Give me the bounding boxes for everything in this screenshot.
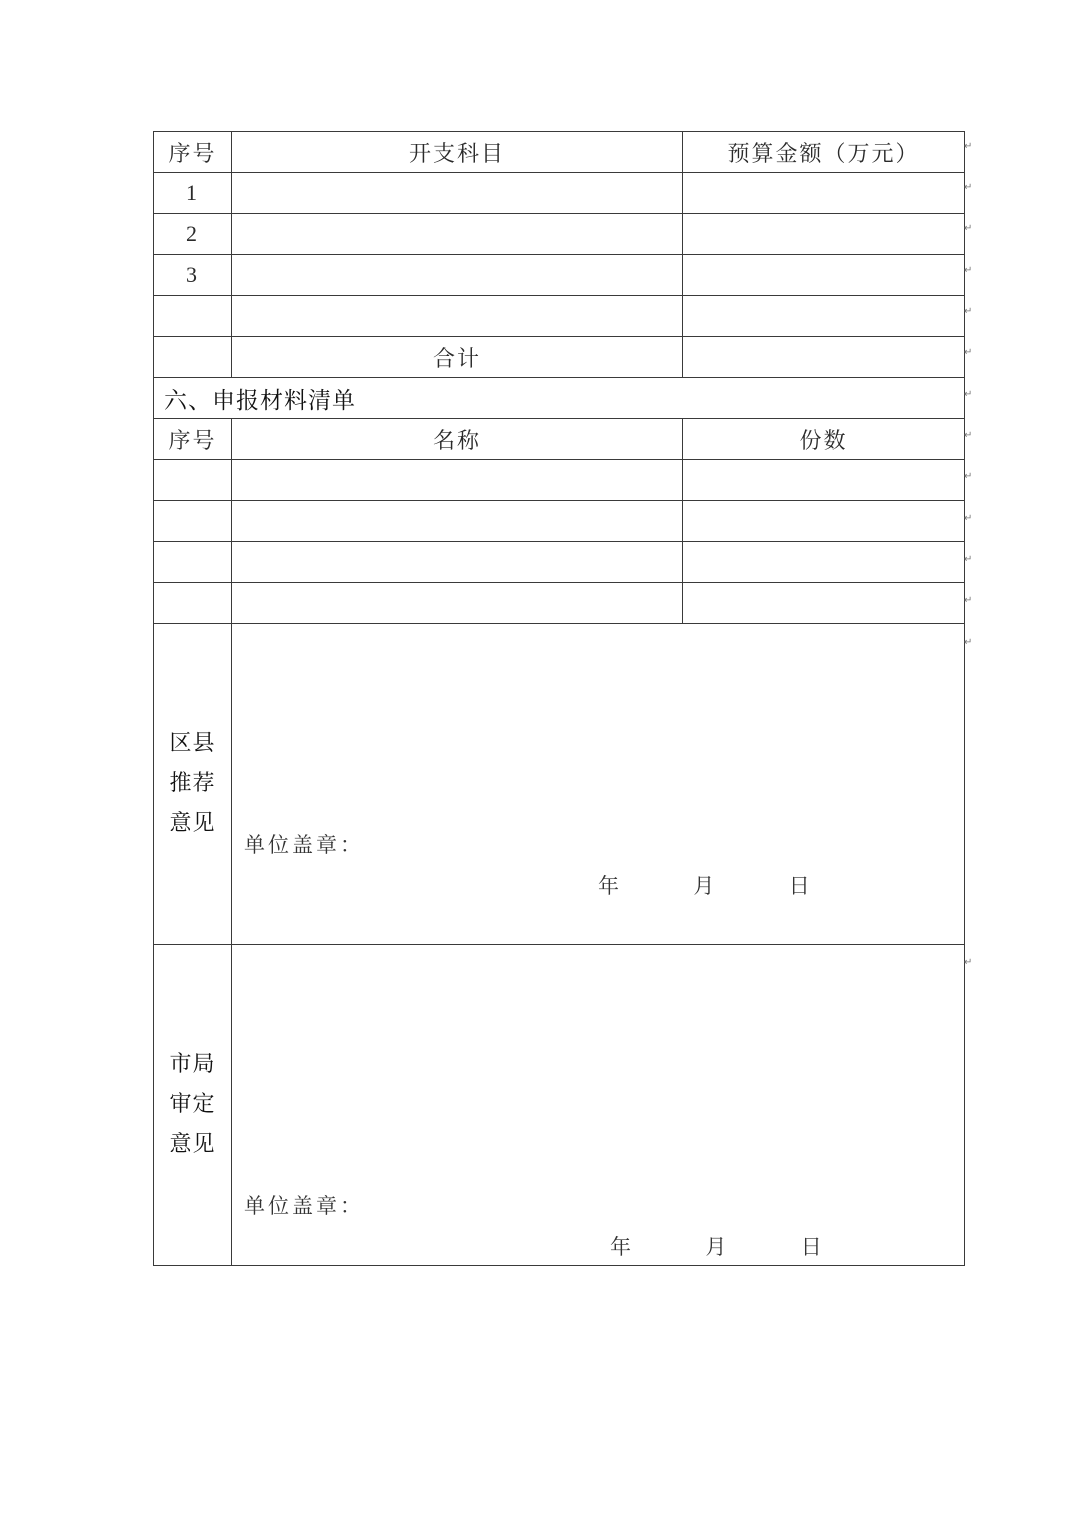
paragraph-mark: ↵	[964, 637, 973, 648]
paragraph-mark: ↵	[964, 595, 973, 606]
materials-header-row	[154, 419, 965, 460]
budget-header-no: 序号	[154, 132, 232, 173]
budget-row	[154, 255, 965, 296]
district-opinion-label-line: 意见	[169, 811, 216, 836]
paragraph-mark: ↵	[964, 265, 973, 276]
city-date	[610, 1231, 824, 1261]
budget-header-amount: 预算金额（万元）	[683, 132, 965, 173]
budget-row-no: 3	[154, 255, 232, 296]
budget-row-no: 1	[154, 173, 232, 214]
materials-row-name[interactable]	[232, 501, 683, 542]
materials-row-copies[interactable]	[683, 542, 965, 583]
city-opinion-row	[154, 945, 965, 1266]
budget-row-item[interactable]	[232, 296, 683, 337]
materials-row-no[interactable]	[154, 460, 232, 501]
city-date-month: 月	[705, 1235, 729, 1259]
paragraph-mark: ↵	[964, 554, 973, 565]
city-seal-label: 单位盖章：	[244, 1194, 364, 1218]
budget-header-item: 开支科目	[232, 132, 683, 173]
city-date-day: 日	[800, 1235, 824, 1259]
budget-row-item[interactable]	[232, 255, 683, 296]
paragraph-mark: ↵	[964, 141, 973, 152]
budget-row-item[interactable]	[232, 214, 683, 255]
district-seal-label: 单位盖章：	[244, 833, 364, 857]
budget-row	[154, 296, 965, 337]
district-opinion-label-line: 区县	[169, 731, 216, 756]
paragraph-mark: ↵	[964, 347, 973, 358]
district-date-year: 年	[598, 874, 621, 898]
city-opinion-label-line: 意见	[169, 1132, 216, 1157]
materials-row-copies[interactable]	[683, 583, 965, 624]
budget-row	[154, 214, 965, 255]
city-opinion-label	[154, 945, 232, 1266]
budget-row-amount[interactable]	[683, 214, 965, 255]
materials-row-no[interactable]	[154, 501, 232, 542]
materials-row-copies[interactable]	[683, 460, 965, 501]
budget-total-row	[154, 337, 965, 378]
materials-row	[154, 460, 965, 501]
paragraph-mark: ↵	[964, 430, 973, 441]
district-opinion-label-line: 推荐	[169, 771, 216, 796]
paragraph-mark: ↵	[964, 223, 973, 234]
materials-header-no: 序号	[154, 419, 232, 460]
paragraph-mark: ↵	[964, 182, 973, 193]
materials-row-no[interactable]	[154, 583, 232, 624]
materials-header-name: 名称	[232, 419, 683, 460]
city-opinion-body[interactable]	[232, 945, 965, 1266]
paragraph-mark: ↵	[964, 513, 973, 524]
materials-row-name[interactable]	[232, 583, 683, 624]
district-opinion-body[interactable]	[232, 624, 965, 945]
district-date-month: 月	[693, 874, 717, 898]
budget-row-amount[interactable]	[683, 296, 965, 337]
district-date	[598, 870, 812, 900]
materials-row-copies[interactable]	[683, 501, 965, 542]
materials-row	[154, 583, 965, 624]
budget-row-item[interactable]	[232, 173, 683, 214]
budget-row-no	[154, 296, 232, 337]
budget-row-no: 2	[154, 214, 232, 255]
district-opinion-row	[154, 624, 965, 945]
paragraph-mark: ↵	[964, 957, 973, 968]
budget-row-amount[interactable]	[683, 173, 965, 214]
paragraph-mark: ↵	[964, 389, 973, 400]
materials-header-copies: 份数	[683, 419, 965, 460]
materials-row	[154, 501, 965, 542]
materials-row-name[interactable]	[232, 460, 683, 501]
city-opinion-label-line: 市局	[169, 1052, 216, 1077]
budget-row	[154, 173, 965, 214]
budget-total-blank	[154, 337, 232, 378]
budget-row-amount[interactable]	[683, 255, 965, 296]
materials-section-title: 六、申报材料清单	[154, 378, 965, 419]
city-date-year: 年	[610, 1235, 633, 1259]
district-date-day: 日	[788, 874, 812, 898]
budget-total-amount[interactable]	[683, 337, 965, 378]
budget-total-label: 合计	[232, 337, 683, 378]
application-form-table	[153, 131, 965, 1266]
paragraph-mark: ↵	[964, 306, 973, 317]
paragraph-mark: ↵	[964, 471, 973, 482]
district-opinion-label	[154, 624, 232, 945]
materials-row	[154, 542, 965, 583]
budget-header-row	[154, 132, 965, 173]
materials-row-no[interactable]	[154, 542, 232, 583]
city-opinion-label-line: 审定	[169, 1092, 216, 1117]
materials-row-name[interactable]	[232, 542, 683, 583]
materials-section-row	[154, 378, 965, 419]
